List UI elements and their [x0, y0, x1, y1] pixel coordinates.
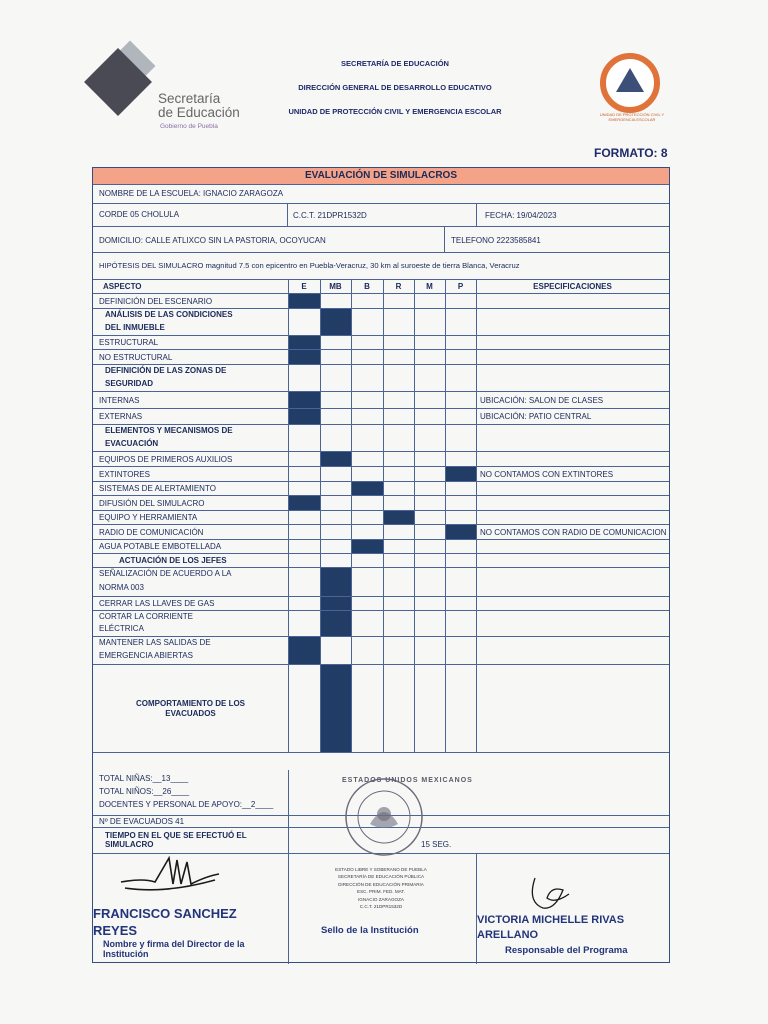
aspecto-label-2: SEGURIDAD	[105, 378, 154, 388]
column-header: ASPECTO	[103, 282, 142, 291]
table-row	[93, 392, 669, 409]
aspecto-label-2: DEL INMUEBLE	[105, 322, 165, 332]
rating-mark	[288, 336, 320, 349]
aspecto-label-2: EVACUACIÓN	[105, 438, 159, 448]
responsable-label: Responsable del Programa	[505, 945, 628, 956]
aspecto-label: SEÑALIZACIÓN DE ACUERDO A LA	[99, 569, 232, 578]
responsable-name-2: ARELLANO	[477, 929, 539, 941]
aspecto-label: ESTRUCTURAL	[99, 338, 159, 347]
rating-mark	[351, 482, 383, 495]
header-line-1: SECRETARÍA DE EDUCACIÓN	[341, 59, 449, 68]
aspecto-label: CERRAR LAS LLAVES DE GAS	[99, 599, 215, 608]
rating-mark	[288, 637, 320, 664]
column-header: P	[457, 282, 464, 291]
aspecto-label-2: ELÉCTRICA	[99, 624, 144, 633]
evacuados-row: Nº DE EVACUADOS 41	[93, 816, 669, 828]
aspecto-label: CORTAR LA CORRIENTE	[99, 612, 193, 621]
column-header: ESPECIFICACIONES	[533, 282, 612, 291]
tiempo-row: TIEMPO EN EL QUE SE EFECTUÓ EL SIMULACRO 15 SEG.	[93, 828, 669, 854]
column-header: B	[364, 282, 370, 291]
table-row	[93, 525, 669, 540]
aspecto-label: ACTUACIÓN DE LOS JEFES	[119, 556, 227, 565]
director-label-1: Nombre y firma del Director de la	[103, 939, 245, 949]
column-header: M	[426, 282, 433, 291]
aspecto-label: RADIO DE COMUNICACIÓN	[99, 527, 204, 537]
aspecto-label: ANÁLISIS DE LAS CONDICIONES	[105, 310, 233, 319]
column-header: MB	[329, 282, 342, 291]
especificacion-text: NO CONTAMOS CON RADIO DE COMUNICACION	[480, 527, 667, 537]
institution-stamp: ESTADO LIBRE Y SOBERANO DE PUEBLA SECRETARÍA DE EDUCACIÓN PÚBLICA DIRECCIÓN DE EDUCACIÓN PRIMARIA ESC. PRIM. FED. MAT. IGNACIO ZARAGOZA C.C.T. 21DPR1532D	[335, 867, 427, 910]
director-name-1: FRANCISCO SANCHEZ	[93, 906, 237, 921]
aspecto-label-2: NORMA 003	[99, 582, 144, 592]
aspecto-label: EXTINTORES	[99, 469, 150, 479]
director-label-2: Institución	[103, 949, 149, 959]
aspecto-label: INTERNAS	[99, 395, 140, 405]
school-row: NOMBRE DE LA ESCUELA: IGNACIO ZARAGOZA	[93, 184, 669, 204]
especificacion-text: NO CONTAMOS CON EXTINTORES	[480, 469, 614, 479]
table-row	[93, 467, 669, 482]
rating-mark	[288, 392, 320, 408]
table-row	[93, 336, 669, 350]
domicilio-row: DOMICILIO: CALLE ATLIXCO SIN LA PASTORIA, OCOYUCAN TELEFONO 2223585841	[93, 227, 669, 253]
table-row	[93, 482, 669, 496]
aspecto-label-2: EMERGENCIA ABIERTAS	[99, 651, 193, 660]
table-row	[93, 294, 669, 309]
aspecto-label: DIFUSIÓN DEL SIMULACRO	[99, 498, 205, 508]
formato-label: FORMATO: 8	[594, 146, 668, 160]
seal-ring-text: ESTADOS UNIDOS MEXICANOS	[342, 777, 473, 784]
sello-label: Sello de la Institución	[321, 925, 419, 936]
table-row	[93, 365, 669, 392]
rating-grid	[93, 280, 669, 770]
aspecto-label: DEFINICIÓN DEL ESCENARIO	[99, 296, 213, 306]
column-header: E	[301, 282, 307, 291]
aspecto-label: SISTEMAS DE ALERTAMIENTO	[99, 484, 216, 493]
especificacion-text: UBICACIÓN: PATIO CENTRAL	[480, 412, 592, 421]
rating-mark	[383, 511, 414, 524]
table-row	[93, 637, 669, 665]
column-header: R	[395, 282, 402, 291]
aspecto-label: DEFINICIÓN DE LAS ZONAS DE	[105, 366, 227, 375]
table-row	[93, 409, 669, 425]
header-line-2: DIRECCIÓN GENERAL DE DESARROLLO EDUCATIVO	[298, 83, 492, 92]
header-line-3: UNIDAD DE PROTECCIÓN CIVIL Y EMERGENCIA ESCOLAR	[288, 107, 502, 116]
proteccion-civil-caption: UNIDAD DE PROTECCIÓN CIVIL Y EMERGENCIA ESCOLAR	[599, 112, 665, 122]
aspecto-label: EQUIPOS DE PRIMEROS AUXILIOS	[99, 454, 233, 464]
aspecto-label: EXTERNAS	[99, 412, 143, 421]
aspecto-label: NO ESTRUCTURAL	[99, 352, 173, 362]
responsable-name-1: VICTORIA MICHELLE RIVAS	[477, 914, 625, 926]
aspecto-label: ELEMENTOS Y MECANISMOS DE	[105, 426, 233, 435]
especificacion-text: UBICACIÓN: SALON DE CLASES	[480, 395, 604, 405]
rating-mark	[288, 496, 320, 510]
proteccion-civil-logo	[600, 53, 660, 113]
aspecto-label-2: EVACUADOS	[165, 709, 216, 718]
table-row	[93, 665, 669, 753]
hipotesis-row: HIPÓTESIS DEL SIMULACRO magnitud 7.5 con epicentro en Puebla-Veracruz, 30 km al suroeste de tierra Blanca, Veracruz	[93, 253, 669, 280]
rating-mark	[320, 597, 351, 610]
rating-mark	[288, 294, 320, 308]
rating-mark	[320, 665, 351, 752]
aspecto-label: AGUA POTABLE EMBOTELLADA	[99, 542, 222, 551]
secretaria-logo: Secretaría de Educación Gobierno de Puebla	[92, 50, 242, 135]
rating-mark	[320, 309, 351, 335]
aspecto-label: EQUIPO Y HERRAMIENTA	[99, 513, 198, 522]
column-header-row	[93, 280, 669, 294]
table-row	[93, 511, 669, 525]
corde-row: CORDE 05 CHOLULA C.C.T. 21DPR1532D FECHA: 19/04/2023	[93, 204, 669, 227]
table-row	[93, 309, 669, 336]
aspecto-label: COMPORTAMIENTO DE LOS	[135, 699, 246, 708]
rating-mark	[445, 467, 476, 481]
evaluation-table	[92, 167, 670, 963]
table-row	[93, 611, 669, 637]
table-row	[93, 452, 669, 467]
rating-mark	[320, 611, 351, 636]
rating-mark	[320, 452, 351, 466]
totals-block: TOTAL NIÑAS:__13____ TOTAL NIÑOS:__26____ DOCENTES Y PERSONAL DE APOYO:__2____	[93, 770, 669, 816]
rating-mark	[320, 568, 351, 596]
table-row	[93, 568, 669, 597]
table-row	[93, 540, 669, 554]
table-row	[93, 597, 669, 611]
mexico-seal	[334, 774, 434, 860]
rating-mark	[445, 525, 476, 539]
rating-mark	[351, 540, 383, 553]
table-row	[93, 350, 669, 365]
table-row	[93, 554, 669, 568]
director-name-2: REYES	[93, 923, 138, 938]
director-signature	[115, 848, 225, 898]
table-title: EVALUACIÓN DE SIMULACROS	[93, 168, 669, 185]
table-row	[93, 496, 669, 511]
responsable-signature	[525, 868, 575, 918]
rating-mark	[288, 409, 320, 424]
aspecto-label: MANTENER LAS SALIDAS DE	[99, 638, 211, 647]
rating-mark	[288, 350, 320, 364]
table-row	[93, 425, 669, 452]
